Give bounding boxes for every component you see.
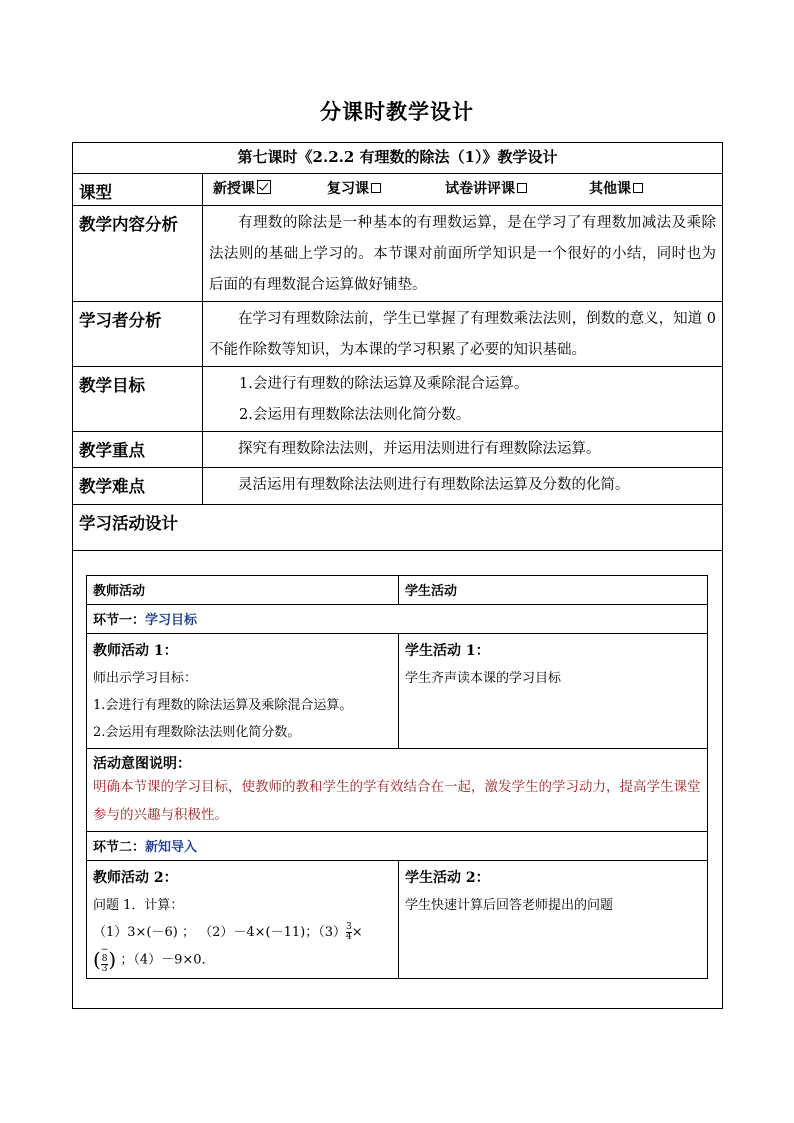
unchecked-box-icon[interactable] [633,183,643,193]
content-analysis-label: 教学内容分析 [73,206,203,302]
course-type-label: 课型 [73,174,203,206]
objective-item: 1.会进行有理数的除法运算及乘除混合运算。 [239,376,529,392]
course-option-other[interactable]: 其他课 [589,174,643,204]
content-analysis-text: 有理数的除法是一种基本的有理数运算，是在学习了有理数加减法及乘除法法则的基础上学习的。本节课对前面所学知识是一个很好的小结，同时也为后面的有理数混合运算做好铺垫。 [203,206,723,302]
document-title: 分课时教学设计 [320,99,474,124]
course-option-new[interactable]: 新授课 [213,174,271,204]
calc-expression: （1）3×(－6) ； （2）－4×(－11)；（3） $\frac{3}{4}$ × [93,922,363,942]
teacher-activity-header: 教师活动 [87,576,399,605]
student-activity-header: 学生活动 [399,576,708,605]
difficulties-label: 教学难点 [73,468,203,505]
fraction: − 8 3 [100,945,109,974]
key-points-text: 探究有理数除法法则，并运用法则进行有理数除法运算。 [203,432,723,468]
activity-design-label: 学习活动设计 [73,505,723,551]
activity-intent: 活动意图说明： 明确本节课的学习目标，使教师的教和学生的学有效结合在一起，激发学生的学习动力，提高学生课堂参与的兴趣与积极性。 [87,749,708,832]
objectives-list [203,367,723,432]
lesson-title: 第七课时《2.2.2 有理数的除法（1）》教学设计 [73,143,723,174]
fraction: $\frac{3}{4}$ [346,922,352,942]
calc-expression-cont: ( − 8 3 ) ；（4）－9×0． [93,945,215,974]
unchecked-box-icon[interactable] [517,183,527,193]
objectives-label: 教学目标 [73,367,203,432]
student-activity-1: 学生活动 1： 学生齐声读本课的学习目标 [399,634,708,749]
checked-box-icon[interactable] [257,180,271,194]
difficulties-text: 灵活运用有理数除法法则进行有理数除法运算及分数的化简。 [203,468,723,505]
course-option-review[interactable]: 复习课 [327,174,381,204]
unchecked-box-icon[interactable] [371,183,381,193]
key-points-label: 教学重点 [73,432,203,468]
objective-item: 2.会运用有理数除法法则化简分数。 [239,407,471,423]
course-option-exam-review[interactable]: 试卷讲评课 [445,174,527,204]
section-two: 环节二：新知导入 [87,832,708,861]
learner-analysis-text: 在学习有理数除法前，学生已掌握了有理数乘法法则，倒数的意义，知道 0 不能作除数等知识，为本课的学习积累了必要的知识基础。 [203,302,723,367]
section-one: 环节一：学习目标 [87,605,708,634]
teacher-activity-1: 教师活动 1： 师出示学习目标： 1.会进行有理数的除法运算及乘除混合运算。 2.会运用有理数除法法则化简分数。 [87,634,399,749]
teacher-activity-2: 教师活动 2： 问题 1．计算： （1）3×(－6) ； （2）－4×(－11)；（3） $\frac{3}{4}$ × ( − 8 3 ) ；（4）－9×0． [87,861,399,979]
learner-analysis-label: 学习者分析 [73,302,203,367]
student-activity-2: 学生活动 2： 学生快速计算后回答老师提出的问题 [399,861,708,979]
activity-area [73,551,723,1009]
activity-table [86,575,708,979]
lesson-plan-table [72,142,723,1009]
course-type-options [203,174,723,206]
